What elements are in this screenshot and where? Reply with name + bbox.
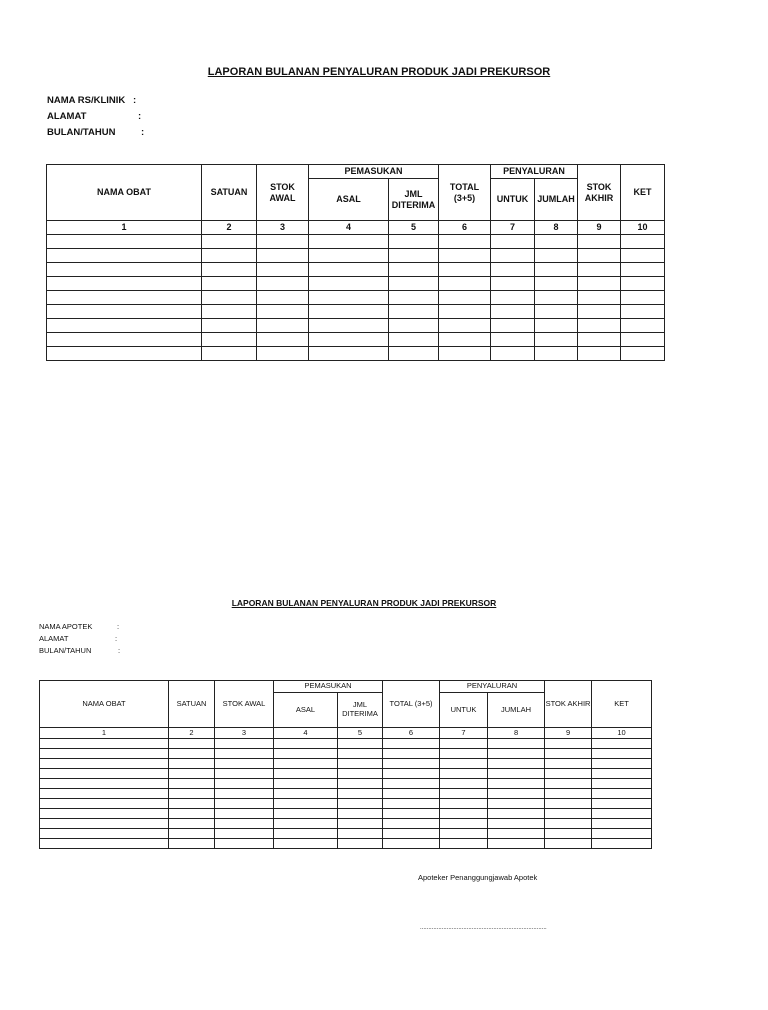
table-cell[interactable] (40, 819, 169, 829)
table-cell[interactable] (202, 263, 257, 277)
table-cell[interactable] (535, 319, 578, 333)
field-colon: : (133, 95, 137, 106)
table-row (47, 249, 665, 263)
table-cell[interactable] (383, 789, 440, 799)
column-number: 8 (535, 221, 578, 235)
table-cell[interactable] (592, 739, 652, 749)
table-cell[interactable] (40, 739, 169, 749)
table-cell[interactable] (578, 333, 621, 347)
table-cell[interactable] (40, 809, 169, 819)
table-row (40, 739, 652, 749)
field-colon: : (118, 646, 121, 655)
table-cell[interactable] (202, 249, 257, 263)
table-row (40, 829, 652, 839)
header-penyaluran: PENYALURAN (491, 165, 578, 179)
table-cell[interactable] (592, 779, 652, 789)
table-cell[interactable] (257, 263, 309, 277)
table-cell[interactable] (535, 347, 578, 361)
field-label: BULAN/TAHUN (47, 127, 116, 138)
table-cell[interactable] (439, 235, 491, 249)
table-cell[interactable] (309, 249, 389, 263)
table-row (47, 333, 665, 347)
table-cell[interactable] (621, 305, 665, 319)
table-cell[interactable] (40, 749, 169, 759)
table-1-body (47, 235, 665, 361)
table-cell[interactable] (274, 749, 338, 759)
header-total: TOTAL (3+5) (439, 165, 491, 221)
table-cell[interactable] (169, 769, 215, 779)
table-cell[interactable] (578, 263, 621, 277)
header-untuk: UNTUK (491, 179, 535, 221)
field-label: BULAN/TAHUN (39, 646, 92, 655)
table-cell[interactable] (169, 759, 215, 769)
table-cell[interactable] (389, 263, 439, 277)
table-cell[interactable] (309, 347, 389, 361)
table-cell[interactable] (309, 305, 389, 319)
column-number: 5 (338, 728, 383, 739)
table-cell[interactable] (491, 291, 535, 305)
table-cell[interactable] (215, 739, 274, 749)
table-cell[interactable] (545, 779, 592, 789)
table-cell[interactable] (491, 305, 535, 319)
table-cell[interactable] (488, 779, 545, 789)
table-cell[interactable] (274, 829, 338, 839)
table-cell[interactable] (545, 799, 592, 809)
table-cell[interactable] (169, 819, 215, 829)
table-cell[interactable] (274, 839, 338, 849)
column-number: 2 (202, 221, 257, 235)
table-cell[interactable] (439, 291, 491, 305)
header-pemasukan: PEMASUKAN (274, 681, 383, 693)
column-number: 4 (274, 728, 338, 739)
table-cell[interactable] (592, 809, 652, 819)
table-cell[interactable] (202, 347, 257, 361)
table-cell[interactable] (545, 789, 592, 799)
table-cell[interactable] (169, 789, 215, 799)
table-cell[interactable] (169, 779, 215, 789)
table-cell[interactable] (257, 235, 309, 249)
table-cell[interactable] (535, 291, 578, 305)
table-cell[interactable] (274, 799, 338, 809)
header-untuk: UNTUK (440, 693, 488, 728)
table-cell[interactable] (169, 799, 215, 809)
table-cell[interactable] (338, 739, 383, 749)
column-number: 10 (621, 221, 665, 235)
table-row (47, 235, 665, 249)
table-cell[interactable] (309, 263, 389, 277)
table-cell[interactable] (491, 249, 535, 263)
table-cell[interactable] (491, 347, 535, 361)
header-stok-akhir: STOK AKHIR (545, 681, 592, 728)
field-bulan-tahun (39, 646, 121, 658)
table-cell[interactable] (202, 305, 257, 319)
column-number: 7 (491, 221, 535, 235)
table-cell[interactable] (389, 347, 439, 361)
field-label: ALAMAT (47, 111, 87, 122)
table-cell[interactable] (257, 347, 309, 361)
table-row (47, 277, 665, 291)
table-cell[interactable] (40, 799, 169, 809)
column-number: 5 (389, 221, 439, 235)
table-row (47, 263, 665, 277)
table-cell[interactable] (621, 333, 665, 347)
field-colon: : (141, 127, 145, 138)
table-cell[interactable] (257, 249, 309, 263)
table-cell[interactable] (440, 769, 488, 779)
table-cell[interactable] (309, 291, 389, 305)
column-number: 6 (383, 728, 440, 739)
column-number: 2 (169, 728, 215, 739)
table-cell[interactable] (40, 839, 169, 849)
table-row (40, 789, 652, 799)
table-cell[interactable] (383, 769, 440, 779)
table-cell[interactable] (592, 769, 652, 779)
table-cell[interactable] (440, 739, 488, 749)
header-ket: KET (592, 681, 652, 728)
field-alamat (47, 111, 142, 127)
table-cell[interactable] (274, 769, 338, 779)
table-cell[interactable] (338, 829, 383, 839)
table-cell[interactable] (578, 305, 621, 319)
table-cell[interactable] (440, 839, 488, 849)
table-cell[interactable] (202, 291, 257, 305)
table-cell[interactable] (439, 333, 491, 347)
table-cell[interactable] (47, 347, 202, 361)
table-cell[interactable] (389, 305, 439, 319)
header-satuan: SATUAN (169, 681, 215, 728)
table-row (40, 819, 652, 829)
table-cell[interactable] (40, 789, 169, 799)
table-cell[interactable] (47, 319, 202, 333)
table-cell[interactable] (215, 779, 274, 789)
table-cell[interactable] (338, 769, 383, 779)
table-cell[interactable] (40, 829, 169, 839)
table-cell[interactable] (439, 263, 491, 277)
table-cell[interactable] (389, 319, 439, 333)
table-cell[interactable] (621, 347, 665, 361)
table-cell[interactable] (592, 749, 652, 759)
column-number: 7 (440, 728, 488, 739)
table-cell[interactable] (169, 749, 215, 759)
table-cell[interactable] (535, 333, 578, 347)
table-cell[interactable] (389, 235, 439, 249)
table-cell[interactable] (215, 769, 274, 779)
table-cell[interactable] (592, 799, 652, 809)
header-asal: ASAL (309, 179, 389, 221)
table-cell[interactable] (47, 305, 202, 319)
column-number: 9 (545, 728, 592, 739)
table-cell[interactable] (338, 779, 383, 789)
field-colon: : (138, 111, 142, 122)
table-cell[interactable] (488, 769, 545, 779)
table-cell[interactable] (491, 235, 535, 249)
table-cell[interactable] (257, 277, 309, 291)
header-jml-diterima: JML DITERIMA (389, 179, 439, 221)
table-cell[interactable] (545, 759, 592, 769)
column-number: 1 (47, 221, 202, 235)
table-cell[interactable] (274, 759, 338, 769)
table-cell[interactable] (169, 739, 215, 749)
table-cell[interactable] (621, 263, 665, 277)
form-1-fields (47, 95, 145, 143)
table-row (47, 347, 665, 361)
field-label: NAMA APOTEK (39, 622, 93, 631)
table-cell[interactable] (545, 839, 592, 849)
table-cell[interactable] (439, 277, 491, 291)
table-cell[interactable] (257, 305, 309, 319)
table-cell[interactable] (274, 809, 338, 819)
table-cell[interactable] (592, 839, 652, 849)
table-cell[interactable] (578, 347, 621, 361)
table-cell[interactable] (389, 333, 439, 347)
table-cell[interactable] (383, 749, 440, 759)
table-cell[interactable] (621, 277, 665, 291)
signature-line: ............................................................................ (420, 925, 547, 931)
table-cell[interactable] (439, 347, 491, 361)
table-cell[interactable] (338, 789, 383, 799)
table-cell[interactable] (383, 819, 440, 829)
table-cell[interactable] (383, 839, 440, 849)
table-2-body (40, 739, 652, 849)
table-cell[interactable] (491, 277, 535, 291)
table-cell[interactable] (545, 739, 592, 749)
table-row (47, 319, 665, 333)
table-cell[interactable] (338, 759, 383, 769)
table-row (40, 769, 652, 779)
table-cell[interactable] (535, 249, 578, 263)
column-number: 6 (439, 221, 491, 235)
table-cell[interactable] (488, 759, 545, 769)
table-cell[interactable] (257, 333, 309, 347)
table-cell[interactable] (488, 749, 545, 759)
table-cell[interactable] (169, 809, 215, 819)
table-cell[interactable] (274, 789, 338, 799)
form-2-title: LAPORAN BULANAN PENYALURAN PRODUK JADI PREKURSOR (231, 598, 497, 608)
table-row (40, 799, 652, 809)
field-nama-apotek (39, 622, 120, 634)
field-colon: : (115, 634, 118, 643)
table-row (40, 749, 652, 759)
table-cell[interactable] (47, 235, 202, 249)
table-cell[interactable] (440, 789, 488, 799)
table-cell[interactable] (309, 333, 389, 347)
header-total: TOTAL (3+5) (383, 681, 440, 728)
table-cell[interactable] (215, 749, 274, 759)
table-cell[interactable] (338, 799, 383, 809)
column-number: 3 (215, 728, 274, 739)
column-number-row (40, 728, 652, 739)
table-cell[interactable] (202, 319, 257, 333)
column-number: 1 (40, 728, 169, 739)
table-cell[interactable] (215, 819, 274, 829)
table-cell[interactable] (47, 277, 202, 291)
table-cell[interactable] (383, 779, 440, 789)
header-penyaluran: PENYALURAN (440, 681, 545, 693)
table-cell[interactable] (215, 759, 274, 769)
table-cell[interactable] (440, 749, 488, 759)
table-cell[interactable] (535, 277, 578, 291)
table-cell[interactable] (202, 277, 257, 291)
table-cell[interactable] (274, 779, 338, 789)
table-cell[interactable] (47, 291, 202, 305)
table-cell[interactable] (592, 789, 652, 799)
table-cell[interactable] (40, 779, 169, 789)
field-nama-rs (47, 95, 137, 111)
table-cell[interactable] (578, 235, 621, 249)
table-cell[interactable] (309, 277, 389, 291)
field-colon: : (117, 622, 120, 631)
table-row (40, 759, 652, 769)
header-nama-obat: NAMA OBAT (47, 165, 202, 221)
table-cell[interactable] (621, 319, 665, 333)
table-cell[interactable] (545, 819, 592, 829)
header-stok-akhir: STOK AKHIR (578, 165, 621, 221)
table-cell[interactable] (535, 235, 578, 249)
header-stok-awal: STOK AWAL (215, 681, 274, 728)
table-cell[interactable] (389, 291, 439, 305)
table-cell[interactable] (47, 249, 202, 263)
table-cell[interactable] (215, 789, 274, 799)
table-cell[interactable] (545, 769, 592, 779)
header-jumlah: JUMLAH (535, 179, 578, 221)
table-cell[interactable] (389, 249, 439, 263)
table-cell[interactable] (383, 759, 440, 769)
table-cell[interactable] (257, 291, 309, 305)
report-table-1 (46, 164, 665, 361)
table-cell[interactable] (439, 249, 491, 263)
table-cell[interactable] (592, 759, 652, 769)
header-satuan: SATUAN (202, 165, 257, 221)
table-cell[interactable] (592, 819, 652, 829)
column-number: 4 (309, 221, 389, 235)
table-cell[interactable] (592, 829, 652, 839)
table-cell[interactable] (383, 809, 440, 819)
column-number-row (47, 221, 665, 235)
table-cell[interactable] (274, 819, 338, 829)
table-cell[interactable] (440, 819, 488, 829)
table-cell[interactable] (491, 319, 535, 333)
form-2-fields (39, 622, 121, 658)
table-cell[interactable] (621, 235, 665, 249)
signature-title: Apoteker Penanggungjawab Apotek (418, 873, 538, 882)
table-cell[interactable] (488, 829, 545, 839)
table-cell[interactable] (440, 809, 488, 819)
table-cell[interactable] (545, 809, 592, 819)
table-cell[interactable] (440, 829, 488, 839)
header-pemasukan: PEMASUKAN (309, 165, 439, 179)
table-cell[interactable] (488, 819, 545, 829)
column-number: 10 (592, 728, 652, 739)
table-cell[interactable] (40, 769, 169, 779)
table-cell[interactable] (491, 333, 535, 347)
table-cell[interactable] (383, 799, 440, 809)
table-cell[interactable] (338, 749, 383, 759)
table-cell[interactable] (215, 809, 274, 819)
table-cell[interactable] (309, 235, 389, 249)
table-row (40, 779, 652, 789)
table-cell[interactable] (535, 263, 578, 277)
field-label: ALAMAT (39, 634, 69, 643)
table-cell[interactable] (169, 829, 215, 839)
form-1-title: LAPORAN BULANAN PENYALURAN PRODUK JADI PREKURSOR (207, 66, 551, 78)
table-cell[interactable] (488, 799, 545, 809)
table-cell[interactable] (535, 305, 578, 319)
table-cell[interactable] (215, 839, 274, 849)
table-cell[interactable] (202, 333, 257, 347)
table-cell[interactable] (621, 291, 665, 305)
table-cell[interactable] (383, 739, 440, 749)
field-bulan-tahun (47, 127, 145, 143)
table-cell[interactable] (440, 779, 488, 789)
table-cell[interactable] (621, 249, 665, 263)
table-row (40, 809, 652, 819)
table-cell[interactable] (578, 319, 621, 333)
table-cell[interactable] (488, 789, 545, 799)
field-alamat (39, 634, 118, 646)
table-cell[interactable] (47, 333, 202, 347)
table-cell[interactable] (202, 235, 257, 249)
table-cell[interactable] (215, 829, 274, 839)
table-cell[interactable] (488, 839, 545, 849)
header-nama-obat: NAMA OBAT (40, 681, 169, 728)
table-cell[interactable] (338, 839, 383, 849)
table-cell[interactable] (439, 319, 491, 333)
table-cell[interactable] (389, 277, 439, 291)
table-cell[interactable] (440, 799, 488, 809)
column-number: 8 (488, 728, 545, 739)
table-cell[interactable] (578, 277, 621, 291)
table-row (40, 839, 652, 849)
column-number: 3 (257, 221, 309, 235)
table-row (47, 291, 665, 305)
table-cell[interactable] (545, 829, 592, 839)
table-cell[interactable] (47, 263, 202, 277)
table-cell[interactable] (491, 263, 535, 277)
table-row (47, 305, 665, 319)
table-cell[interactable] (440, 759, 488, 769)
table-cell[interactable] (169, 839, 215, 849)
table-cell[interactable] (578, 249, 621, 263)
field-label: NAMA RS/KLINIK (47, 95, 126, 106)
column-number: 9 (578, 221, 621, 235)
header-jml-diterima: JML DITERIMA (338, 693, 383, 728)
table-cell[interactable] (578, 291, 621, 305)
table-cell[interactable] (309, 319, 389, 333)
table-cell[interactable] (439, 305, 491, 319)
table-cell[interactable] (338, 819, 383, 829)
table-cell[interactable] (488, 739, 545, 749)
header-asal: ASAL (274, 693, 338, 728)
header-stok-awal: STOK AWAL (257, 165, 309, 221)
table-cell[interactable] (338, 809, 383, 819)
table-cell[interactable] (488, 809, 545, 819)
report-table-2 (39, 680, 652, 849)
table-cell[interactable] (257, 319, 309, 333)
table-cell[interactable] (545, 749, 592, 759)
table-cell[interactable] (215, 799, 274, 809)
table-cell[interactable] (40, 759, 169, 769)
header-jumlah: JUMLAH (488, 693, 545, 728)
table-cell[interactable] (383, 829, 440, 839)
table-cell[interactable] (274, 739, 338, 749)
header-ket: KET (621, 165, 665, 221)
